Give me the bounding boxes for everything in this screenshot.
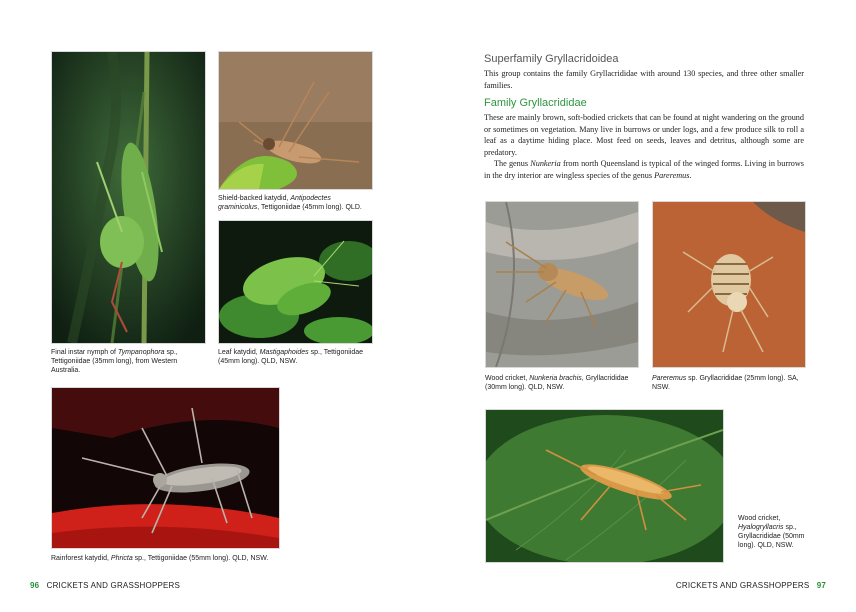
running-head-right: CRICKETS AND GRASSHOPPERS	[675, 581, 810, 590]
page-number-right: 97	[816, 581, 826, 590]
paragraph-2: The genus Nunkeria from north Queensland is typical of the winged forms. Living in burrows in the dry interior are wingless species of the genus Pareremus.	[484, 159, 804, 180]
photo-tympanophora-nymph	[51, 51, 206, 344]
paragraph-1: These are mainly brown, soft-bodied crickets that can be found at night wandering on the ground or sometimes on vegetation. Many live in burrows or under logs, and a few produce silk to roll a leaf as a daytime hiding place. Most feed on seeds, leaves and detritus, although some are predatory.	[484, 113, 804, 157]
photo-pareremus	[652, 201, 806, 368]
photo-leaf-katydid	[218, 220, 373, 344]
page-number-left: 96	[30, 581, 40, 590]
photo-shield-backed-katydid	[218, 51, 373, 190]
caption-shield-backed: Shield-backed katydid, Antipodectes graminicolus, Tettigoniidae (45mm long). QLD.	[218, 195, 362, 211]
caption-leaf-katydid: Leaf katydid, Mastigaphoides sp., Tettigoniidae (45mm long). QLD, NSW.	[218, 349, 364, 365]
right-page	[428, 0, 856, 612]
right-footer	[676, 581, 826, 590]
caption-nunkeria: Wood cricket, Nunkeria brachis, Gryllacrididae (30mm long). QLD, NSW.	[485, 375, 629, 391]
superfamily-heading: Superfamily Gryllacridoidea	[484, 53, 619, 65]
photo-hyalogryllacris	[485, 409, 724, 563]
caption-pareremus: Pareremus sp. Gryllacrididae (25mm long). SA, NSW.	[652, 375, 799, 391]
running-head-left: CRICKETS AND GRASSHOPPERS	[46, 581, 181, 590]
family-heading: Family Gryllacrididae	[484, 97, 587, 109]
intro-paragraph: This group contains the family Gryllacrididae with around 130 species, and three other smaller families.	[484, 69, 804, 90]
family-body	[484, 112, 804, 181]
photo-nunkeria-wood-cricket	[485, 201, 639, 368]
photo-rainforest-katydid	[51, 387, 280, 549]
caption-rainforest-katydid: Rainforest katydid, Phricta sp., Tettigoniidae (55mm long). QLD, NSW.	[51, 555, 269, 562]
caption-nymph: Final instar nymph of Tympanophora sp., Tettigoniidae (35mm long), from Western Australia.	[51, 349, 178, 374]
caption-hyalogryllacris: Wood cricket, Hyalogryllacris sp., Gryllacrididae (50mm long). QLD, NSW.	[738, 515, 805, 549]
left-footer	[30, 581, 180, 590]
